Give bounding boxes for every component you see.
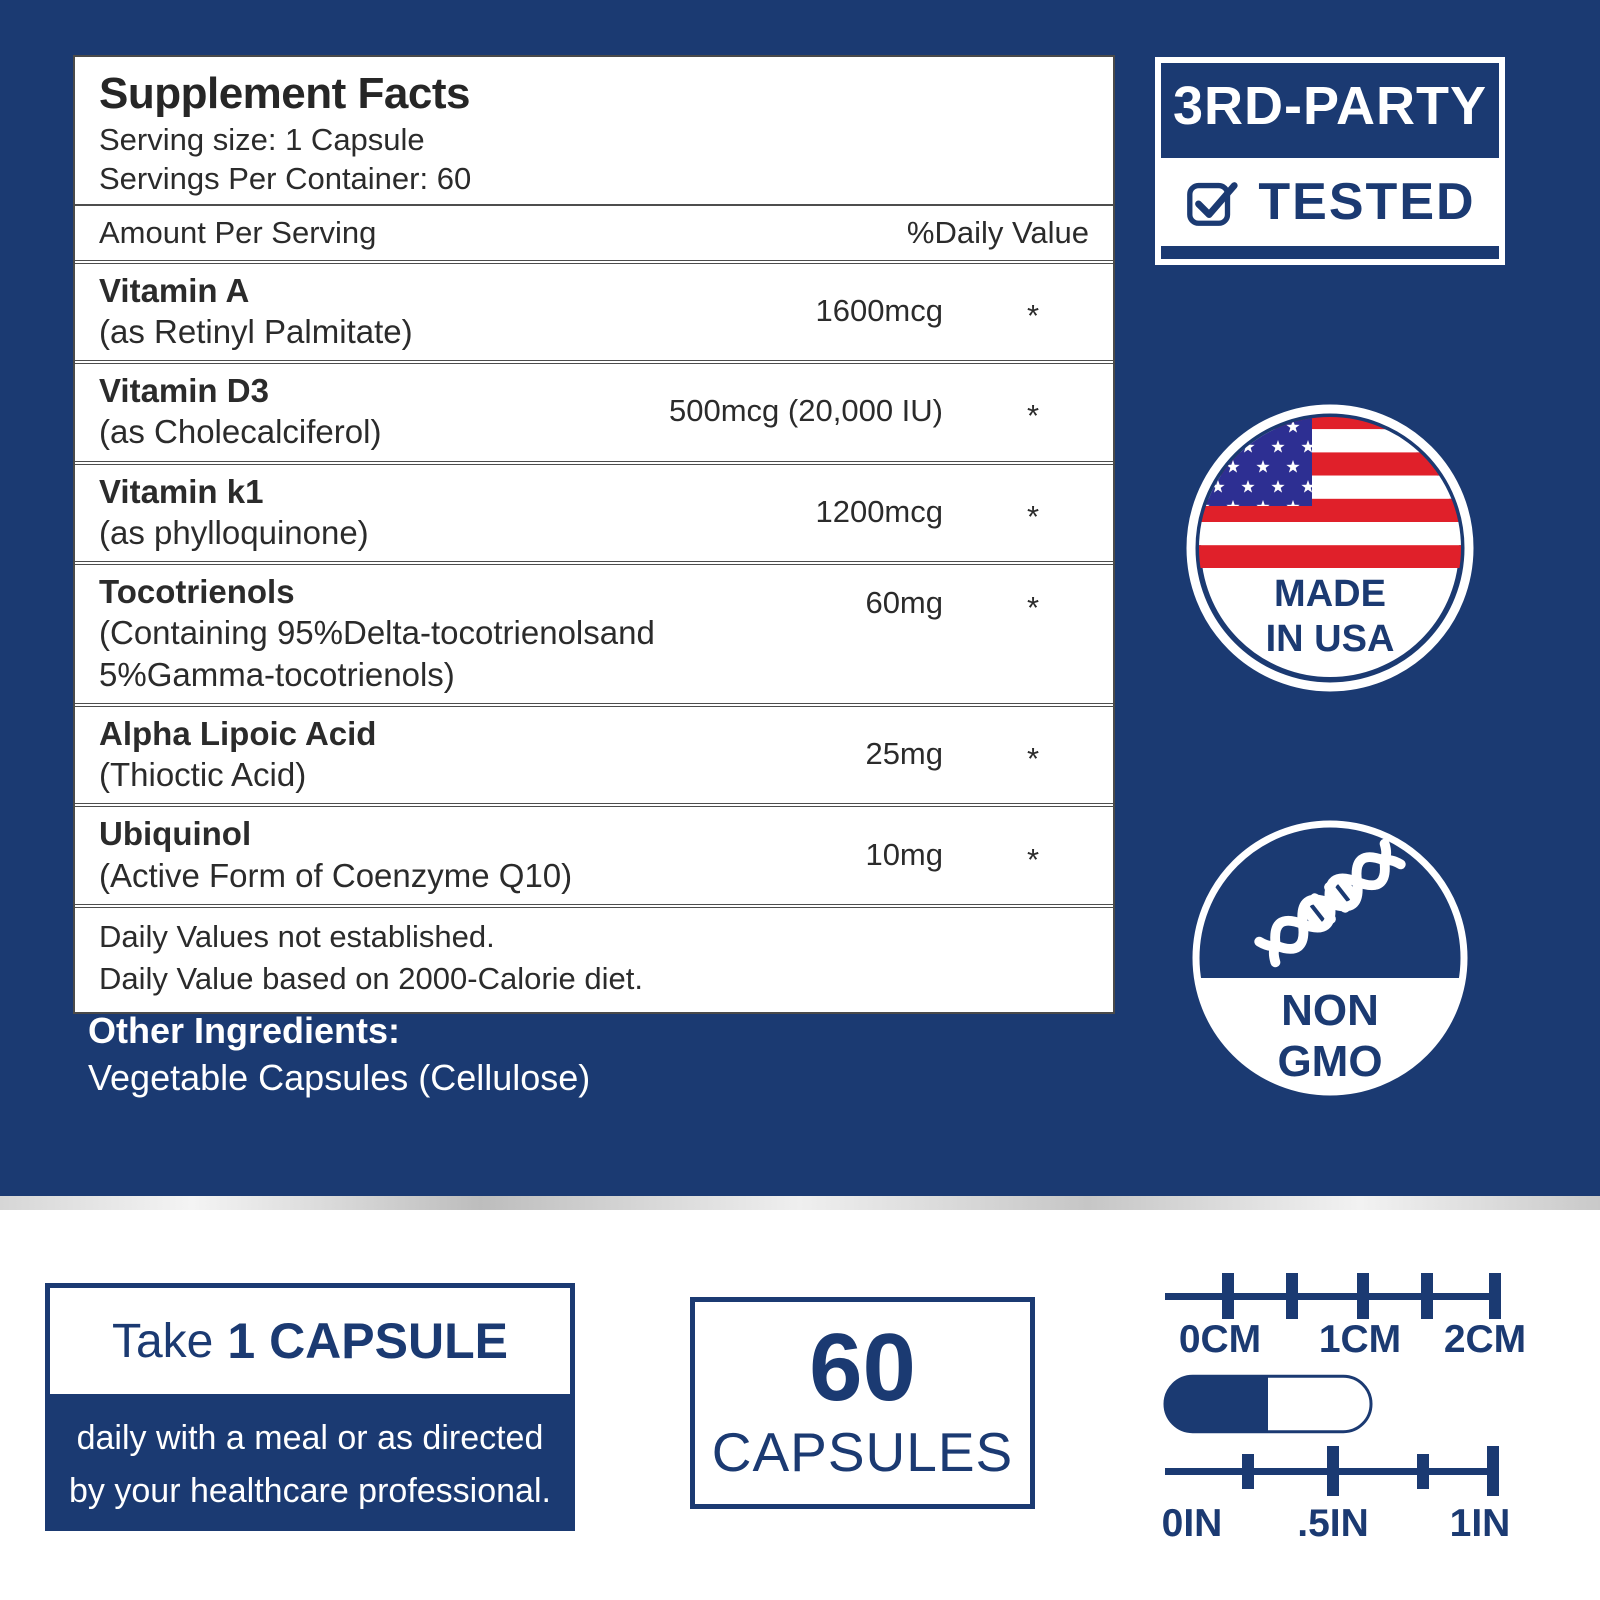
nutrient-name: Vitamin D3 [99, 372, 269, 410]
supplement-facts-table [73, 55, 1115, 1014]
nutrient-amount: 1200mcg [815, 493, 943, 529]
nutrient-name: Tocotrienols [99, 573, 295, 611]
table-row [75, 461, 1113, 562]
made-in-usa-badge [1180, 572, 1480, 662]
table-column-headers [75, 204, 1113, 260]
nutrient-name: Vitamin A [99, 271, 250, 309]
other-ingredients [88, 1008, 590, 1102]
nutrient-amount: 500mcg (20,000 IU) [669, 393, 943, 429]
tested-label: TESTED [1258, 173, 1476, 231]
nutrient-name: Ubiquinol [99, 815, 252, 853]
nutrient-detail: (as phylloquinone) [99, 513, 369, 551]
nutrient-dv: * [1026, 841, 1040, 877]
dosage-prefix: Take [111, 1314, 214, 1368]
nutrient-detail: 5%Gamma-tocotrienols) [99, 655, 455, 693]
other-ingredients-label: Other Ingredients: [88, 1010, 401, 1051]
nutrient-dv: * [1026, 398, 1040, 434]
nutrient-detail: (Containing 95%Delta-tocotrienolsand [99, 614, 655, 652]
servings-per-container: Servings Per Container: 60 [99, 160, 472, 196]
nutrient-detail: (Active Form of Coenzyme Q10) [99, 856, 573, 894]
table-row [75, 803, 1113, 904]
nutrient-amount: 60mg [865, 585, 943, 621]
metallic-divider [0, 1196, 1600, 1210]
third-party-label: 3RD-PARTY [1172, 76, 1487, 136]
gmo-label: GMO [1277, 1037, 1383, 1087]
in-label-1: .5IN [1297, 1502, 1369, 1545]
checkbox-check-icon [1184, 173, 1242, 231]
footnote: Daily Values not established. [99, 918, 495, 954]
nutrient-name: Alpha Lipoic Acid [99, 714, 377, 752]
nutrient-dv: * [1026, 590, 1040, 626]
in-usa-label: IN USA [1265, 617, 1395, 660]
capsule-count-unit: CAPSULES [711, 1420, 1014, 1483]
cm-label-1: 1CM [1318, 1318, 1402, 1361]
third-party-tested-badge [1155, 57, 1505, 265]
col-amount-per-serving: Amount Per Serving [99, 214, 377, 250]
table-row [75, 260, 1113, 361]
dosage-box [45, 1283, 575, 1399]
dosage-instructions [45, 1399, 575, 1531]
made-label: MADE [1274, 573, 1386, 615]
dosage-line2: by your healthcare professional. [69, 1472, 551, 1510]
in-label-2: 1IN [1449, 1502, 1511, 1545]
inch-ruler-icon [1150, 1441, 1510, 1505]
table-footnotes [75, 904, 1113, 1012]
non-gmo-badge [1180, 985, 1480, 1087]
nutrient-amount: 10mg [865, 836, 943, 872]
nutrient-detail: (Thioctic Acid) [99, 756, 307, 794]
nutrient-detail: (as Cholecalciferol) [99, 413, 382, 451]
nutrient-amount: 25mg [865, 736, 943, 772]
nutrient-detail: (as Retinyl Palmitate) [99, 312, 413, 350]
other-ingredients-value: Vegetable Capsules (Cellulose) [88, 1056, 591, 1098]
nutrient-name: Vitamin k1 [99, 472, 264, 510]
table-row [75, 360, 1113, 461]
capsule-count-number: 60 [809, 1314, 916, 1422]
non-label: NON [1281, 986, 1379, 1035]
nutrient-dv: * [1026, 297, 1040, 333]
cm-label-2: 2CM [1443, 1318, 1527, 1361]
nutrient-dv: * [1026, 741, 1040, 777]
footnote: Daily Value based on 2000-Calorie diet. [99, 960, 643, 996]
table-row [75, 561, 1113, 703]
capsule-count-box [690, 1297, 1035, 1509]
cm-ruler-labels [1150, 1318, 1527, 1364]
nutrient-amount: 1600mcg [815, 292, 943, 328]
col-daily-value: %Daily Value [906, 214, 1089, 250]
dosage-line1: daily with a meal or as directed [76, 1419, 544, 1458]
serving-size: Serving size: 1 Capsule [99, 121, 425, 157]
table-row [75, 703, 1113, 804]
cm-label-0: 0CM [1178, 1318, 1262, 1361]
inch-ruler-labels [1150, 1502, 1510, 1548]
supplement-facts-header [75, 57, 1113, 204]
capsule-icon [1163, 1374, 1373, 1434]
supplement-facts-title: Supplement Facts [99, 69, 470, 118]
in-label-0: 0IN [1161, 1502, 1223, 1545]
dosage-emphasis: 1 CAPSULE [227, 1313, 508, 1369]
nutrient-dv: * [1026, 498, 1040, 534]
